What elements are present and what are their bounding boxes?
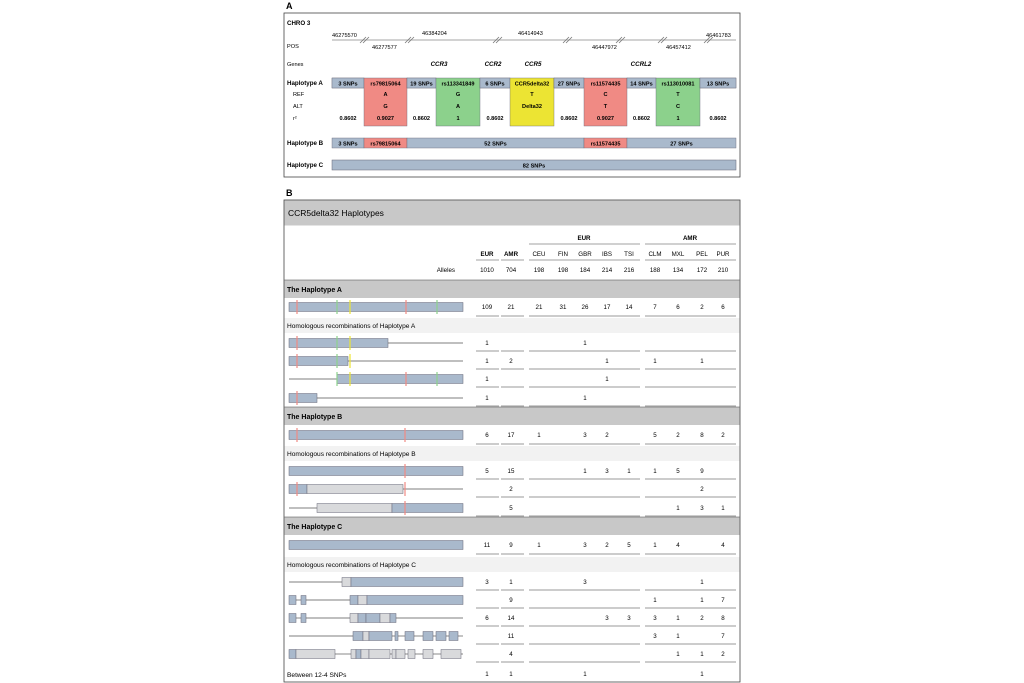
cell-value: 9 [509,597,513,604]
cell-value: 1 [509,579,513,586]
haplotype-bar [366,614,380,623]
hapA-r2: 1 [456,116,460,122]
hapA-cell-label: rs79815064 [370,81,401,88]
section-header-bar [285,517,740,535]
cell-value: 1 [485,340,489,347]
haplotype-bar [289,467,463,476]
cell-value: 1 [676,505,680,512]
cell-value: 1 [653,468,657,475]
hapA-cell-label: 3 SNPs [338,81,358,88]
cell-value: 5 [485,468,489,475]
recombination-label: Homologous recombinations of Haplotype B [287,451,416,458]
pos-46457412: 46457412 [666,45,691,51]
cell-value: 2 [605,542,609,549]
haplotype-bar [369,632,392,641]
cell-value: 2 [509,486,513,493]
cell-value: 1 [583,468,587,475]
cell-value: 4 [676,542,680,549]
cell-value: 1 [653,358,657,365]
cell-value: 5 [676,468,680,475]
cell-value: 1 [537,542,541,549]
haplotype-bar [296,650,335,659]
hapB-cell-label: rs79815064 [370,141,401,148]
hapA-alt: G [383,104,388,110]
cell-value: 5 [653,432,657,439]
column-header: EUR [480,251,494,258]
hapA-r2: 0.9027 [376,116,395,122]
haplotype-bar [390,614,396,623]
column-header: CLM [648,251,662,258]
cell-value: 11 [483,542,491,549]
haplotype-bar [380,614,390,623]
alt-label: ALT [293,104,303,110]
cell-value: 1 [485,395,489,402]
cell-value: 3 [583,432,587,439]
allele-count: 184 [579,267,591,274]
cell-value: 2 [700,486,704,493]
hapA-cell-label: 19 SNPs [410,81,433,88]
cell-value: 2 [676,432,680,439]
panel-b-label: B [286,188,293,198]
allele-count: 216 [623,267,635,274]
haplotype-bar [337,375,463,384]
panel-a-label: A [286,1,293,11]
column-header: AMR [503,251,519,258]
haplotype-bar [369,650,390,659]
genes-label: Genes [287,62,304,68]
cell-value: 1 [605,376,609,383]
hapB-cell-label: 27 SNPs [670,141,693,148]
section-title: The Haplotype A [287,287,342,294]
cell-value: 1 [583,395,587,402]
column-header: TSI [624,251,634,258]
haplotype-bar [351,650,356,659]
cell-value: 3 [653,615,657,622]
panel-b-title: CCR5delta32 Haplotypes [288,208,384,218]
haplotype-bar [289,650,296,659]
gene-ccr3: CCR3 [430,61,448,68]
haplotype-bar [301,596,306,605]
hapA-r2: 0.9027 [596,116,615,122]
haplotype-bar [396,650,405,659]
pos-46275570: 46275570 [332,33,357,39]
gene-ccrl2: CCRL2 [630,61,652,68]
cell-value: 8 [700,432,704,439]
cell-value: 1 [700,651,704,658]
cell-value: 2 [509,358,513,365]
allele-count: 704 [505,267,517,274]
hapA-cell-label: rs11574435 [590,81,621,88]
haplotype-bar [289,394,317,403]
column-header: PUR [716,251,730,258]
cell-value: 6 [676,304,680,311]
haplotype-bar [392,504,463,513]
cell-value: 3 [700,505,704,512]
cell-value: 1 [700,597,704,604]
cell-value: 8 [721,615,725,622]
pos-label: POS [287,44,299,50]
haplotype-bar [408,650,415,659]
cell-value: 3 [605,468,609,475]
gene-ccr2: CCR2 [484,61,502,68]
hapC-label: Haplotype C [287,162,324,169]
hapA-r2: 0.8602 [412,116,431,122]
haplotype-bar [317,504,392,513]
cell-value: 4 [509,651,513,658]
haplotype-bar [423,650,433,659]
allele-count: 210 [717,267,729,274]
cell-value: 3 [653,633,657,640]
haplotype-bar [405,632,414,641]
pos-46277577: 46277577 [372,45,397,51]
cell-value: 14 [625,304,633,311]
cell-value: 21 [535,304,543,311]
cell-value: 3 [605,615,609,622]
cell-value: 6 [721,304,725,311]
allele-count: 198 [557,267,569,274]
cell-value: 3 [627,615,631,622]
cell-value: 109 [481,304,493,311]
cell-value: 11 [507,633,515,640]
cell-value: 3 [583,579,587,586]
pos-46447972: 46447972 [592,45,617,51]
section-title: The Haplotype C [287,524,343,531]
haplotype-bar [289,357,348,366]
hapA-ref: T [676,92,680,98]
haplotype-bar [289,596,296,605]
haplotype-bar [351,578,463,587]
section-title: The Haplotype B [287,414,343,421]
haplotype-bar [350,596,358,605]
hapB-label: Haplotype B [287,140,324,147]
section-header-bar [285,280,740,298]
haplotype-bar [289,485,307,494]
hapA-ref: G [455,92,461,98]
hapA-r2: 1 [676,116,680,122]
alleles-label: Alleles [436,267,455,274]
allele-count: 172 [696,267,708,274]
extra-label: Between 12-4 SNPs [287,672,347,679]
cell-value: 1 [721,505,725,512]
cell-value: 1 [537,432,541,439]
gene-ccr5: CCR5 [524,61,542,68]
haplotype-bar [361,650,369,659]
cell-value: 17 [507,432,515,439]
cell-value: 2 [721,432,725,439]
column-header: MXL [671,251,685,258]
pos-46414943: 46414943 [518,31,543,37]
hapA-alt: A [455,104,461,110]
hapA-ref: C [603,92,608,98]
cell-value: 2 [721,651,725,658]
hapC-text: 82 SNPs [522,163,546,170]
column-header: CEU [532,251,546,258]
cell-value: 1 [605,358,609,365]
cell-value: 21 [507,304,515,311]
cell-value: 1 [676,651,680,658]
haplotype-bar [367,596,463,605]
column-header: FIN [558,251,568,258]
hapA-cell-label: 13 SNPs [706,81,730,88]
column-header: GBR [578,251,592,258]
column-header: IBS [602,251,612,258]
cell-value: 3 [583,542,587,549]
hapB-cell-label: 52 SNPs [484,141,507,148]
hapA-cell-label: 6 SNPs [485,81,505,88]
hapA-r2: 0.8602 [339,116,357,122]
pos-46384204: 46384204 [422,31,447,37]
cell-value: 7 [721,597,725,604]
haplotype-bar [301,614,306,623]
cell-value: 1 [583,340,587,347]
hapA-cells [332,78,736,126]
haplotype-bar [363,632,369,641]
cell-value: 1 [700,579,704,586]
cell-value: 1 [485,671,489,678]
haplotype-bar [395,632,398,641]
cell-value: 6 [485,615,489,622]
cell-value: 1 [627,468,631,475]
hapA-alt: T [603,104,608,110]
haplotype-bar [436,632,446,641]
cell-value: 9 [509,542,513,549]
section-header-bar [285,407,740,425]
hapA-cell-label: CCR5delta32 [514,81,550,88]
cell-value: 1 [676,615,680,622]
hapA-r2: 0.8602 [486,116,504,122]
cell-value: 1 [676,633,680,640]
hapA-alt: C [675,104,681,110]
haplotype-bar [289,339,388,348]
hapA-ref: A [383,92,388,98]
haplotype-bar [423,632,433,641]
cell-value: 17 [603,304,611,311]
ref-label: REF [293,92,305,98]
chrom-label: CHRO 3 [287,20,311,27]
pos-46461783: 46461783 [706,33,731,39]
cell-value: 1 [653,542,657,549]
cell-value: 1 [485,376,489,383]
group-eur: EUR [577,235,591,242]
haplotype-bar [449,632,458,641]
allele-count: 214 [601,267,613,274]
cell-value: 7 [653,304,657,311]
r2-label: r² [293,116,297,122]
hapA-r2: 0.8602 [560,116,578,122]
group-amr: AMR [682,235,698,242]
cell-value: 1 [700,671,704,678]
hapB-cell-label: rs11574435 [590,141,621,148]
cell-value: 2 [700,615,704,622]
haplotype-bar [289,614,296,623]
hapA-cell-label: 27 SNPs [557,81,581,88]
cell-value: 5 [627,542,631,549]
hapB-cell-label: 3 SNPs [338,141,358,148]
allele-count: 198 [533,267,545,274]
cell-value: 1 [583,671,587,678]
hapA-alt: Delta32 [522,104,542,110]
hapB-cells [332,138,736,148]
cell-value: 7 [721,633,725,640]
cell-value: 3 [485,579,489,586]
cell-value: 4 [721,542,725,549]
cell-value: 2 [700,304,704,311]
haplotype-bar [307,485,403,494]
haplotype-bar [358,614,366,623]
cell-value: 1 [653,597,657,604]
cell-value: 2 [605,432,609,439]
column-header: PEL [696,251,708,258]
haplotype-bar [356,650,361,659]
hapA-cell-label: rs113010081 [661,81,695,88]
allele-count: 1010 [480,267,494,274]
hapA-cell-label: rs113341849 [441,81,475,88]
recombination-label: Homologous recombinations of Haplotype A [287,323,416,330]
haplotype-bar [358,596,367,605]
hapA-cell-label: 14 SNPs [630,81,653,88]
haplotype-bar [289,541,463,550]
cell-value: 14 [507,615,515,622]
hapA-ref: T [530,92,534,98]
cell-value: 1 [509,671,513,678]
cell-value: 26 [581,304,589,311]
haplotype-bar [353,632,363,641]
cell-value: 31 [559,304,567,311]
cell-value: 9 [700,468,704,475]
hapA-label: Haplotype A [287,80,323,87]
hapA-r2: 0.8602 [632,116,651,122]
cell-value: 1 [485,358,489,365]
haplotype-bar [392,650,396,659]
allele-count: 134 [672,267,684,274]
haplotype-bar [441,650,461,659]
recombination-label: Homologous recombinations of Haplotype C [287,562,417,569]
haplotype-bar [342,578,351,587]
cell-value: 15 [507,468,515,475]
cell-value: 6 [485,432,489,439]
hapA-r2: 0.8602 [709,116,727,122]
allele-count: 188 [649,267,661,274]
haplotype-bar [289,431,463,440]
cell-value: 1 [700,358,704,365]
haplotype-bar [350,614,358,623]
cell-value: 5 [509,505,513,512]
